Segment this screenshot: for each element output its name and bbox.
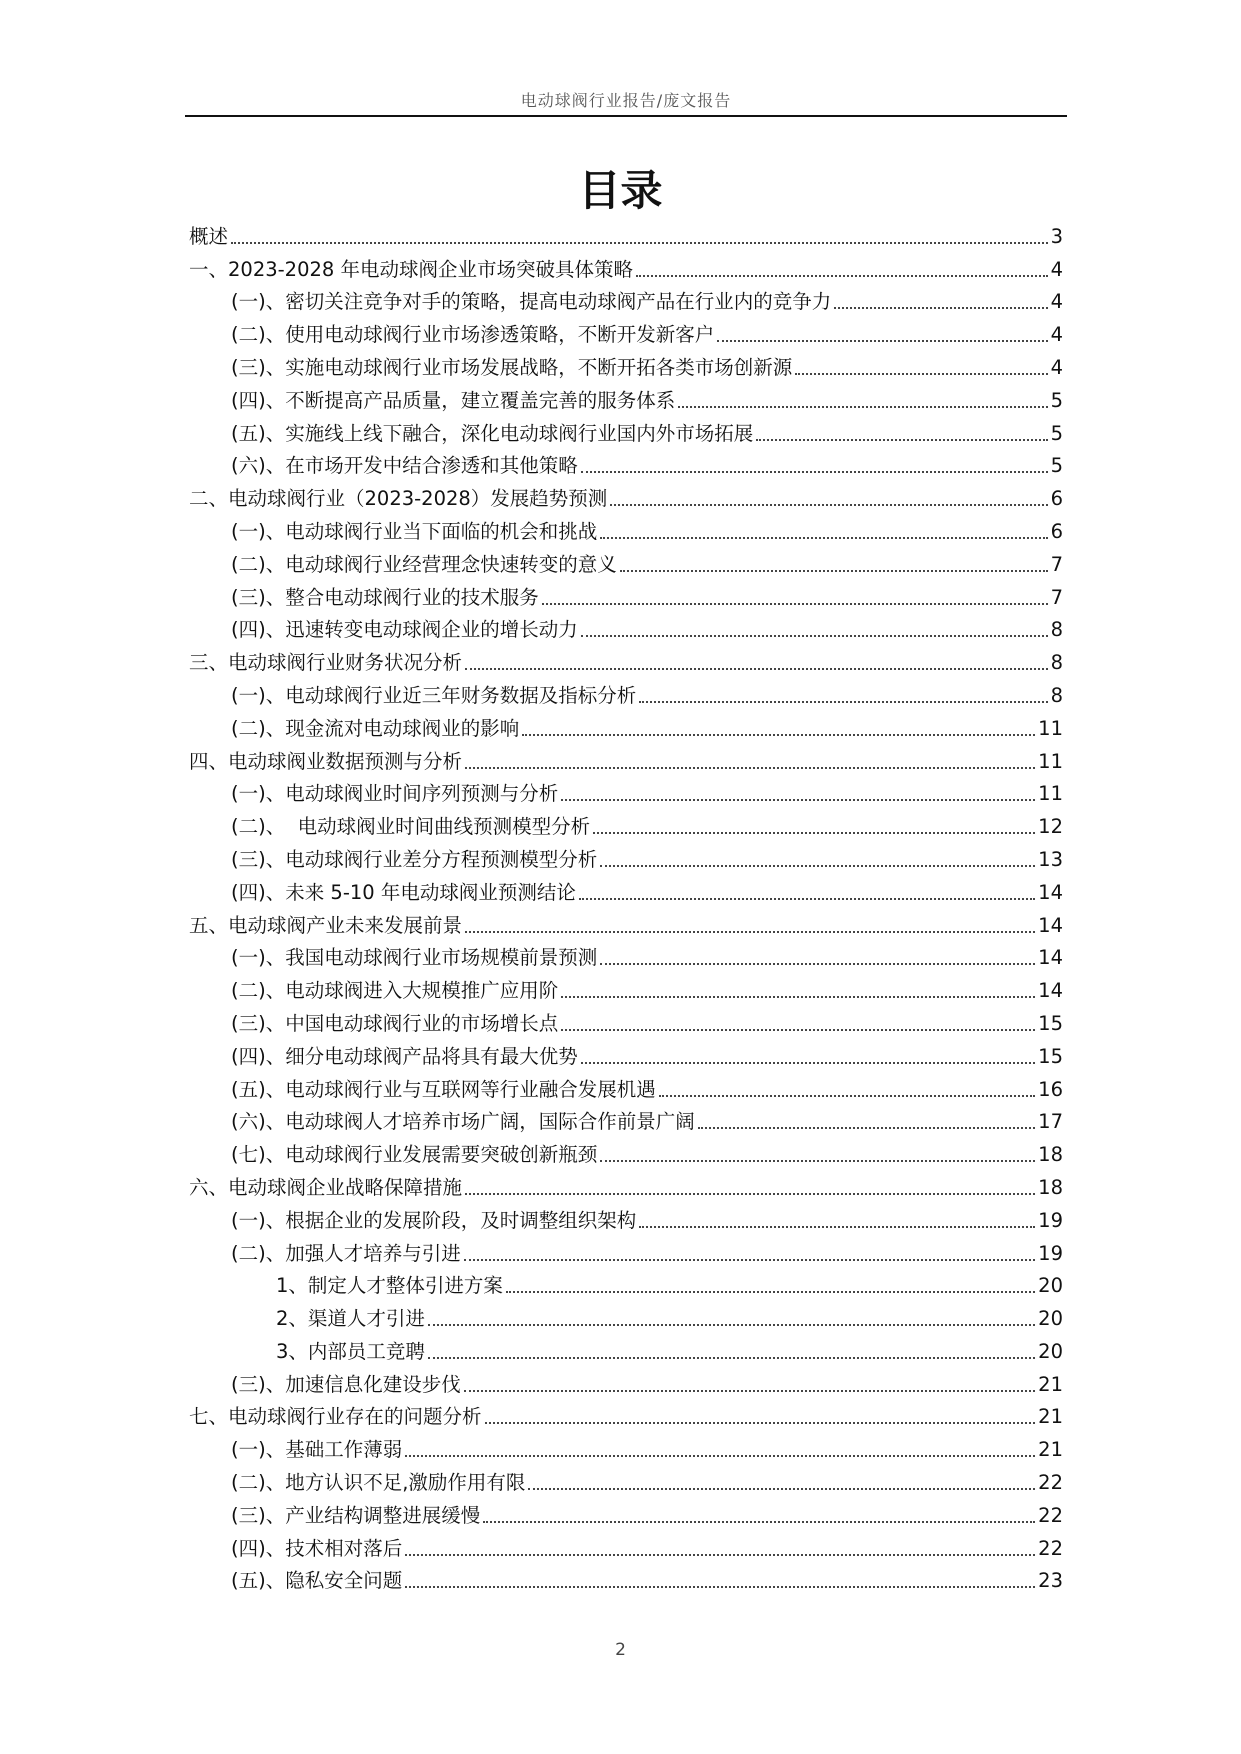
toc-dot-leader bbox=[636, 275, 1048, 277]
toc-dot-leader bbox=[795, 373, 1047, 375]
toc-entry[interactable] bbox=[189, 970, 1063, 1003]
toc-dot-leader bbox=[405, 1455, 1035, 1457]
toc-entry-page: 23 bbox=[1038, 1569, 1063, 1593]
toc-entry-page: 5 bbox=[1050, 421, 1063, 445]
toc-entry-page: 20 bbox=[1038, 1274, 1063, 1298]
toc-entry[interactable] bbox=[189, 1462, 1063, 1495]
toc-entry-page: 17 bbox=[1038, 1110, 1063, 1134]
toc-dot-leader bbox=[756, 439, 1047, 441]
toc-entry-label: (三)、加速信息化建设步伐 bbox=[231, 1372, 461, 1396]
toc-entry[interactable] bbox=[189, 806, 1063, 839]
toc-entry[interactable] bbox=[189, 249, 1063, 282]
toc-entry-label: (二)、电动球阀行业经营理念快速转变的意义 bbox=[231, 552, 617, 576]
toc-entry[interactable] bbox=[189, 905, 1063, 938]
toc-entry-label: (四)、不断提高产品质量，建立覆盖完善的服务体系 bbox=[231, 388, 676, 412]
toc-entry[interactable] bbox=[189, 1397, 1063, 1430]
toc-entry-label: (七)、电动球阀行业发展需要突破创新瓶颈 bbox=[231, 1143, 598, 1167]
toc-entry-page: 11 bbox=[1038, 782, 1063, 806]
toc-entry-page: 6 bbox=[1050, 487, 1063, 511]
toc-entry-page: 14 bbox=[1038, 946, 1063, 970]
toc-dot-leader bbox=[405, 1554, 1035, 1556]
toc-dot-leader bbox=[600, 537, 1047, 539]
toc-entry[interactable] bbox=[189, 478, 1063, 511]
toc-dot-leader bbox=[485, 1422, 1036, 1424]
toc-entry-page: 15 bbox=[1038, 1011, 1063, 1035]
toc-entry-page: 14 bbox=[1038, 913, 1063, 937]
toc-entry-page: 19 bbox=[1038, 1208, 1063, 1232]
toc-entry-page: 14 bbox=[1038, 880, 1063, 904]
toc-dot-leader bbox=[428, 1357, 1035, 1359]
toc-entry-label: (四)、迅速转变电动球阀企业的增长动力 bbox=[231, 618, 578, 642]
toc-entry-label: (六)、在市场开发中结合渗透和其他策略 bbox=[231, 454, 578, 478]
toc-entry-label: 3、内部员工竞聘 bbox=[276, 1339, 425, 1363]
toc-entry-page: 15 bbox=[1038, 1044, 1063, 1068]
toc-entry-page: 3 bbox=[1050, 224, 1063, 248]
toc-entry-page: 8 bbox=[1050, 683, 1063, 707]
toc-entry-page: 21 bbox=[1038, 1372, 1063, 1396]
page-title: 目录 bbox=[578, 166, 663, 215]
toc-entry-page: 7 bbox=[1050, 552, 1063, 576]
toc-entry[interactable] bbox=[189, 1298, 1063, 1331]
toc-entry-page: 18 bbox=[1038, 1175, 1063, 1199]
toc-entry-label: 1、制定人才整体引进方案 bbox=[276, 1274, 503, 1298]
toc-dot-leader bbox=[834, 307, 1047, 309]
toc-entry[interactable] bbox=[189, 511, 1063, 544]
table-of-contents bbox=[189, 216, 1063, 1593]
toc-dot-leader bbox=[639, 701, 1047, 703]
toc-dot-leader bbox=[506, 1291, 1035, 1293]
toc-entry-page: 21 bbox=[1038, 1438, 1063, 1462]
toc-entry[interactable] bbox=[189, 1331, 1063, 1364]
toc-entry-label: (二)、使用电动球阀行业市场渗透策略，不断开发新客户 bbox=[231, 323, 715, 347]
toc-entry-page: 19 bbox=[1038, 1241, 1063, 1265]
header-rule bbox=[185, 115, 1067, 117]
toc-dot-leader bbox=[600, 865, 1035, 867]
toc-entry[interactable] bbox=[189, 642, 1063, 675]
toc-entry-page: 14 bbox=[1038, 979, 1063, 1003]
toc-entry[interactable] bbox=[189, 774, 1063, 807]
toc-entry[interactable] bbox=[189, 577, 1063, 610]
toc-entry[interactable] bbox=[189, 872, 1063, 905]
toc-entry[interactable] bbox=[189, 380, 1063, 413]
page-number: 2 bbox=[615, 1640, 626, 1660]
toc-entry-page: 8 bbox=[1050, 618, 1063, 642]
toc-entry[interactable] bbox=[189, 1364, 1063, 1397]
toc-dot-leader bbox=[542, 603, 1048, 605]
toc-entry-label: (五)、隐私安全问题 bbox=[231, 1569, 403, 1593]
toc-entry-label: (一)、基础工作薄弱 bbox=[231, 1438, 403, 1462]
toc-entry-label: 四、电动球阀业数据预测与分析 bbox=[189, 749, 463, 773]
toc-entry-label: (五)、实施线上线下融合，深化电动球阀行业国内外市场拓展 bbox=[231, 421, 754, 445]
toc-entry[interactable] bbox=[189, 1102, 1063, 1135]
toc-entry[interactable] bbox=[189, 675, 1063, 708]
toc-entry[interactable] bbox=[189, 1495, 1063, 1528]
toc-entry-page: 5 bbox=[1050, 388, 1063, 412]
toc-entry-page: 4 bbox=[1050, 257, 1063, 281]
toc-entry-page: 4 bbox=[1050, 355, 1063, 379]
toc-dot-leader bbox=[579, 898, 1035, 900]
toc-entry[interactable] bbox=[189, 1429, 1063, 1462]
toc-entry-page: 22 bbox=[1038, 1471, 1063, 1495]
toc-entry[interactable] bbox=[189, 1134, 1063, 1167]
toc-dot-leader bbox=[231, 242, 1048, 244]
toc-entry-page: 22 bbox=[1038, 1503, 1063, 1527]
toc-dot-leader bbox=[610, 504, 1047, 506]
toc-entry-label: 概述 bbox=[189, 224, 229, 248]
toc-entry[interactable] bbox=[189, 1003, 1063, 1036]
toc-entry-label: (五)、电动球阀行业与互联网等行业融合发展机遇 bbox=[231, 1077, 656, 1101]
toc-entry-label: (三)、产业结构调整进展缓慢 bbox=[231, 1503, 481, 1527]
toc-entry-page: 11 bbox=[1038, 716, 1063, 740]
toc-dot-leader bbox=[528, 1488, 1035, 1490]
toc-dot-leader bbox=[522, 734, 1035, 736]
toc-dot-leader bbox=[639, 1226, 1035, 1228]
toc-entry-page: 20 bbox=[1038, 1307, 1063, 1331]
toc-entry-label: (二)、现金流对电动球阀业的影响 bbox=[231, 716, 520, 740]
toc-entry[interactable] bbox=[189, 347, 1063, 380]
toc-dot-leader bbox=[600, 963, 1035, 965]
toc-dot-leader bbox=[464, 1259, 1035, 1261]
toc-entry[interactable] bbox=[189, 282, 1063, 315]
toc-entry[interactable] bbox=[189, 314, 1063, 347]
toc-entry-label: (一)、密切关注竞争对手的策略，提高电动球阀产品在行业内的竞争力 bbox=[231, 290, 832, 314]
toc-entry-page: 16 bbox=[1038, 1077, 1063, 1101]
toc-dot-leader bbox=[581, 1062, 1035, 1064]
toc-entry-label: (一)、电动球阀行业当下面临的机会和挑战 bbox=[231, 519, 598, 543]
toc-entry-label: 2、渠道人才引进 bbox=[276, 1307, 425, 1331]
toc-entry[interactable] bbox=[189, 938, 1063, 971]
toc-entry-label: 六、电动球阀企业战略保障措施 bbox=[189, 1175, 463, 1199]
toc-entry-label: (一)、电动球阀业时间序列预测与分析 bbox=[231, 782, 559, 806]
toc-dot-leader bbox=[581, 471, 1048, 473]
toc-entry-label: (六)、电动球阀人才培养市场广阔，国际合作前景广阔 bbox=[231, 1110, 695, 1134]
toc-entry[interactable] bbox=[189, 1266, 1063, 1299]
toc-dot-leader bbox=[561, 1029, 1035, 1031]
toc-entry-label: 七、电动球阀行业存在的问题分析 bbox=[189, 1405, 482, 1429]
toc-entry[interactable] bbox=[189, 1036, 1063, 1069]
toc-entry[interactable] bbox=[189, 1528, 1063, 1561]
toc-dot-leader bbox=[593, 832, 1035, 834]
toc-entry-page: 4 bbox=[1050, 290, 1063, 314]
toc-entry-page: 4 bbox=[1050, 323, 1063, 347]
toc-entry[interactable] bbox=[189, 1561, 1063, 1594]
toc-entry[interactable] bbox=[189, 610, 1063, 643]
toc-dot-leader bbox=[465, 668, 1048, 670]
toc-dot-leader bbox=[465, 931, 1035, 933]
toc-entry-label: (四)、细分电动球阀产品将具有最大优势 bbox=[231, 1044, 578, 1068]
toc-entry-page: 21 bbox=[1038, 1405, 1063, 1429]
toc-entry-page: 8 bbox=[1050, 651, 1063, 675]
toc-entry-label: (三)、整合电动球阀行业的技术服务 bbox=[231, 585, 539, 609]
toc-dot-leader bbox=[465, 767, 1035, 769]
toc-entry-label: (一)、我国电动球阀行业市场规模前景预测 bbox=[231, 946, 598, 970]
toc-entry-label: (二)、加强人才培养与引进 bbox=[231, 1241, 461, 1265]
toc-entry-page: 5 bbox=[1050, 454, 1063, 478]
toc-entry-label: (三)、实施电动球阀行业市场发展战略，不断开拓各类市场创新源 bbox=[231, 355, 793, 379]
toc-entry[interactable] bbox=[189, 446, 1063, 479]
toc-entry-page: 22 bbox=[1038, 1536, 1063, 1560]
toc-entry[interactable] bbox=[189, 216, 1063, 249]
toc-entry[interactable] bbox=[189, 839, 1063, 872]
toc-entry-label: (二)、 电动球阀业时间曲线预测模型分析 bbox=[231, 815, 591, 839]
toc-dot-leader bbox=[405, 1586, 1035, 1588]
toc-entry[interactable] bbox=[189, 1200, 1063, 1233]
toc-entry[interactable] bbox=[189, 544, 1063, 577]
toc-dot-leader bbox=[659, 1095, 1035, 1097]
toc-dot-leader bbox=[581, 635, 1048, 637]
toc-dot-leader bbox=[465, 1193, 1035, 1195]
toc-entry-label: (二)、地方认识不足,激励作用有限 bbox=[231, 1471, 526, 1495]
toc-entry-page: 6 bbox=[1050, 519, 1063, 543]
toc-entry-label: (四)、技术相对落后 bbox=[231, 1536, 403, 1560]
toc-entry-label: (三)、中国电动球阀行业的市场增长点 bbox=[231, 1011, 559, 1035]
toc-entry-label: 五、电动球阀产业未来发展前景 bbox=[189, 913, 463, 937]
toc-entry-page: 20 bbox=[1038, 1339, 1063, 1363]
toc-entry-label: 二、电动球阀行业（2023-2028）发展趋势预测 bbox=[189, 487, 608, 511]
toc-dot-leader bbox=[678, 406, 1047, 408]
toc-dot-leader bbox=[600, 1160, 1035, 1162]
toc-entry-page: 13 bbox=[1038, 847, 1063, 871]
toc-entry[interactable] bbox=[189, 1167, 1063, 1200]
toc-entry[interactable] bbox=[189, 708, 1063, 741]
toc-entry-label: (三)、电动球阀行业差分方程预测模型分析 bbox=[231, 847, 598, 871]
toc-entry-label: (二)、电动球阀进入大规模推广应用阶 bbox=[231, 979, 559, 1003]
toc-entry-label: 一、2023-2028 年电动球阀企业市场突破具体策略 bbox=[189, 257, 633, 281]
toc-entry-page: 18 bbox=[1038, 1143, 1063, 1167]
toc-dot-leader bbox=[464, 1390, 1035, 1392]
toc-entry-page: 11 bbox=[1038, 749, 1063, 773]
running-header: 电动球阀行业报告/庞文报告 bbox=[520, 91, 732, 110]
toc-dot-leader bbox=[561, 996, 1035, 998]
toc-entry[interactable] bbox=[189, 1069, 1063, 1102]
toc-entry-label: (四)、未来 5-10 年电动球阀业预测结论 bbox=[231, 880, 576, 904]
toc-entry[interactable] bbox=[189, 413, 1063, 446]
toc-dot-leader bbox=[698, 1127, 1035, 1129]
toc-entry-label: (一)、根据企业的发展阶段，及时调整组织架构 bbox=[231, 1208, 637, 1232]
toc-dot-leader bbox=[428, 1324, 1035, 1326]
toc-entry[interactable] bbox=[189, 1233, 1063, 1266]
toc-dot-leader bbox=[561, 799, 1035, 801]
toc-dot-leader bbox=[483, 1521, 1035, 1523]
toc-entry-page: 7 bbox=[1050, 585, 1063, 609]
toc-entry-label: 三、电动球阀行业财务状况分析 bbox=[189, 651, 463, 675]
toc-entry-label: (一)、电动球阀行业近三年财务数据及指标分析 bbox=[231, 683, 637, 707]
toc-dot-leader bbox=[620, 570, 1048, 572]
toc-entry-page: 12 bbox=[1038, 815, 1063, 839]
toc-entry[interactable] bbox=[189, 741, 1063, 774]
toc-dot-leader bbox=[717, 340, 1047, 342]
